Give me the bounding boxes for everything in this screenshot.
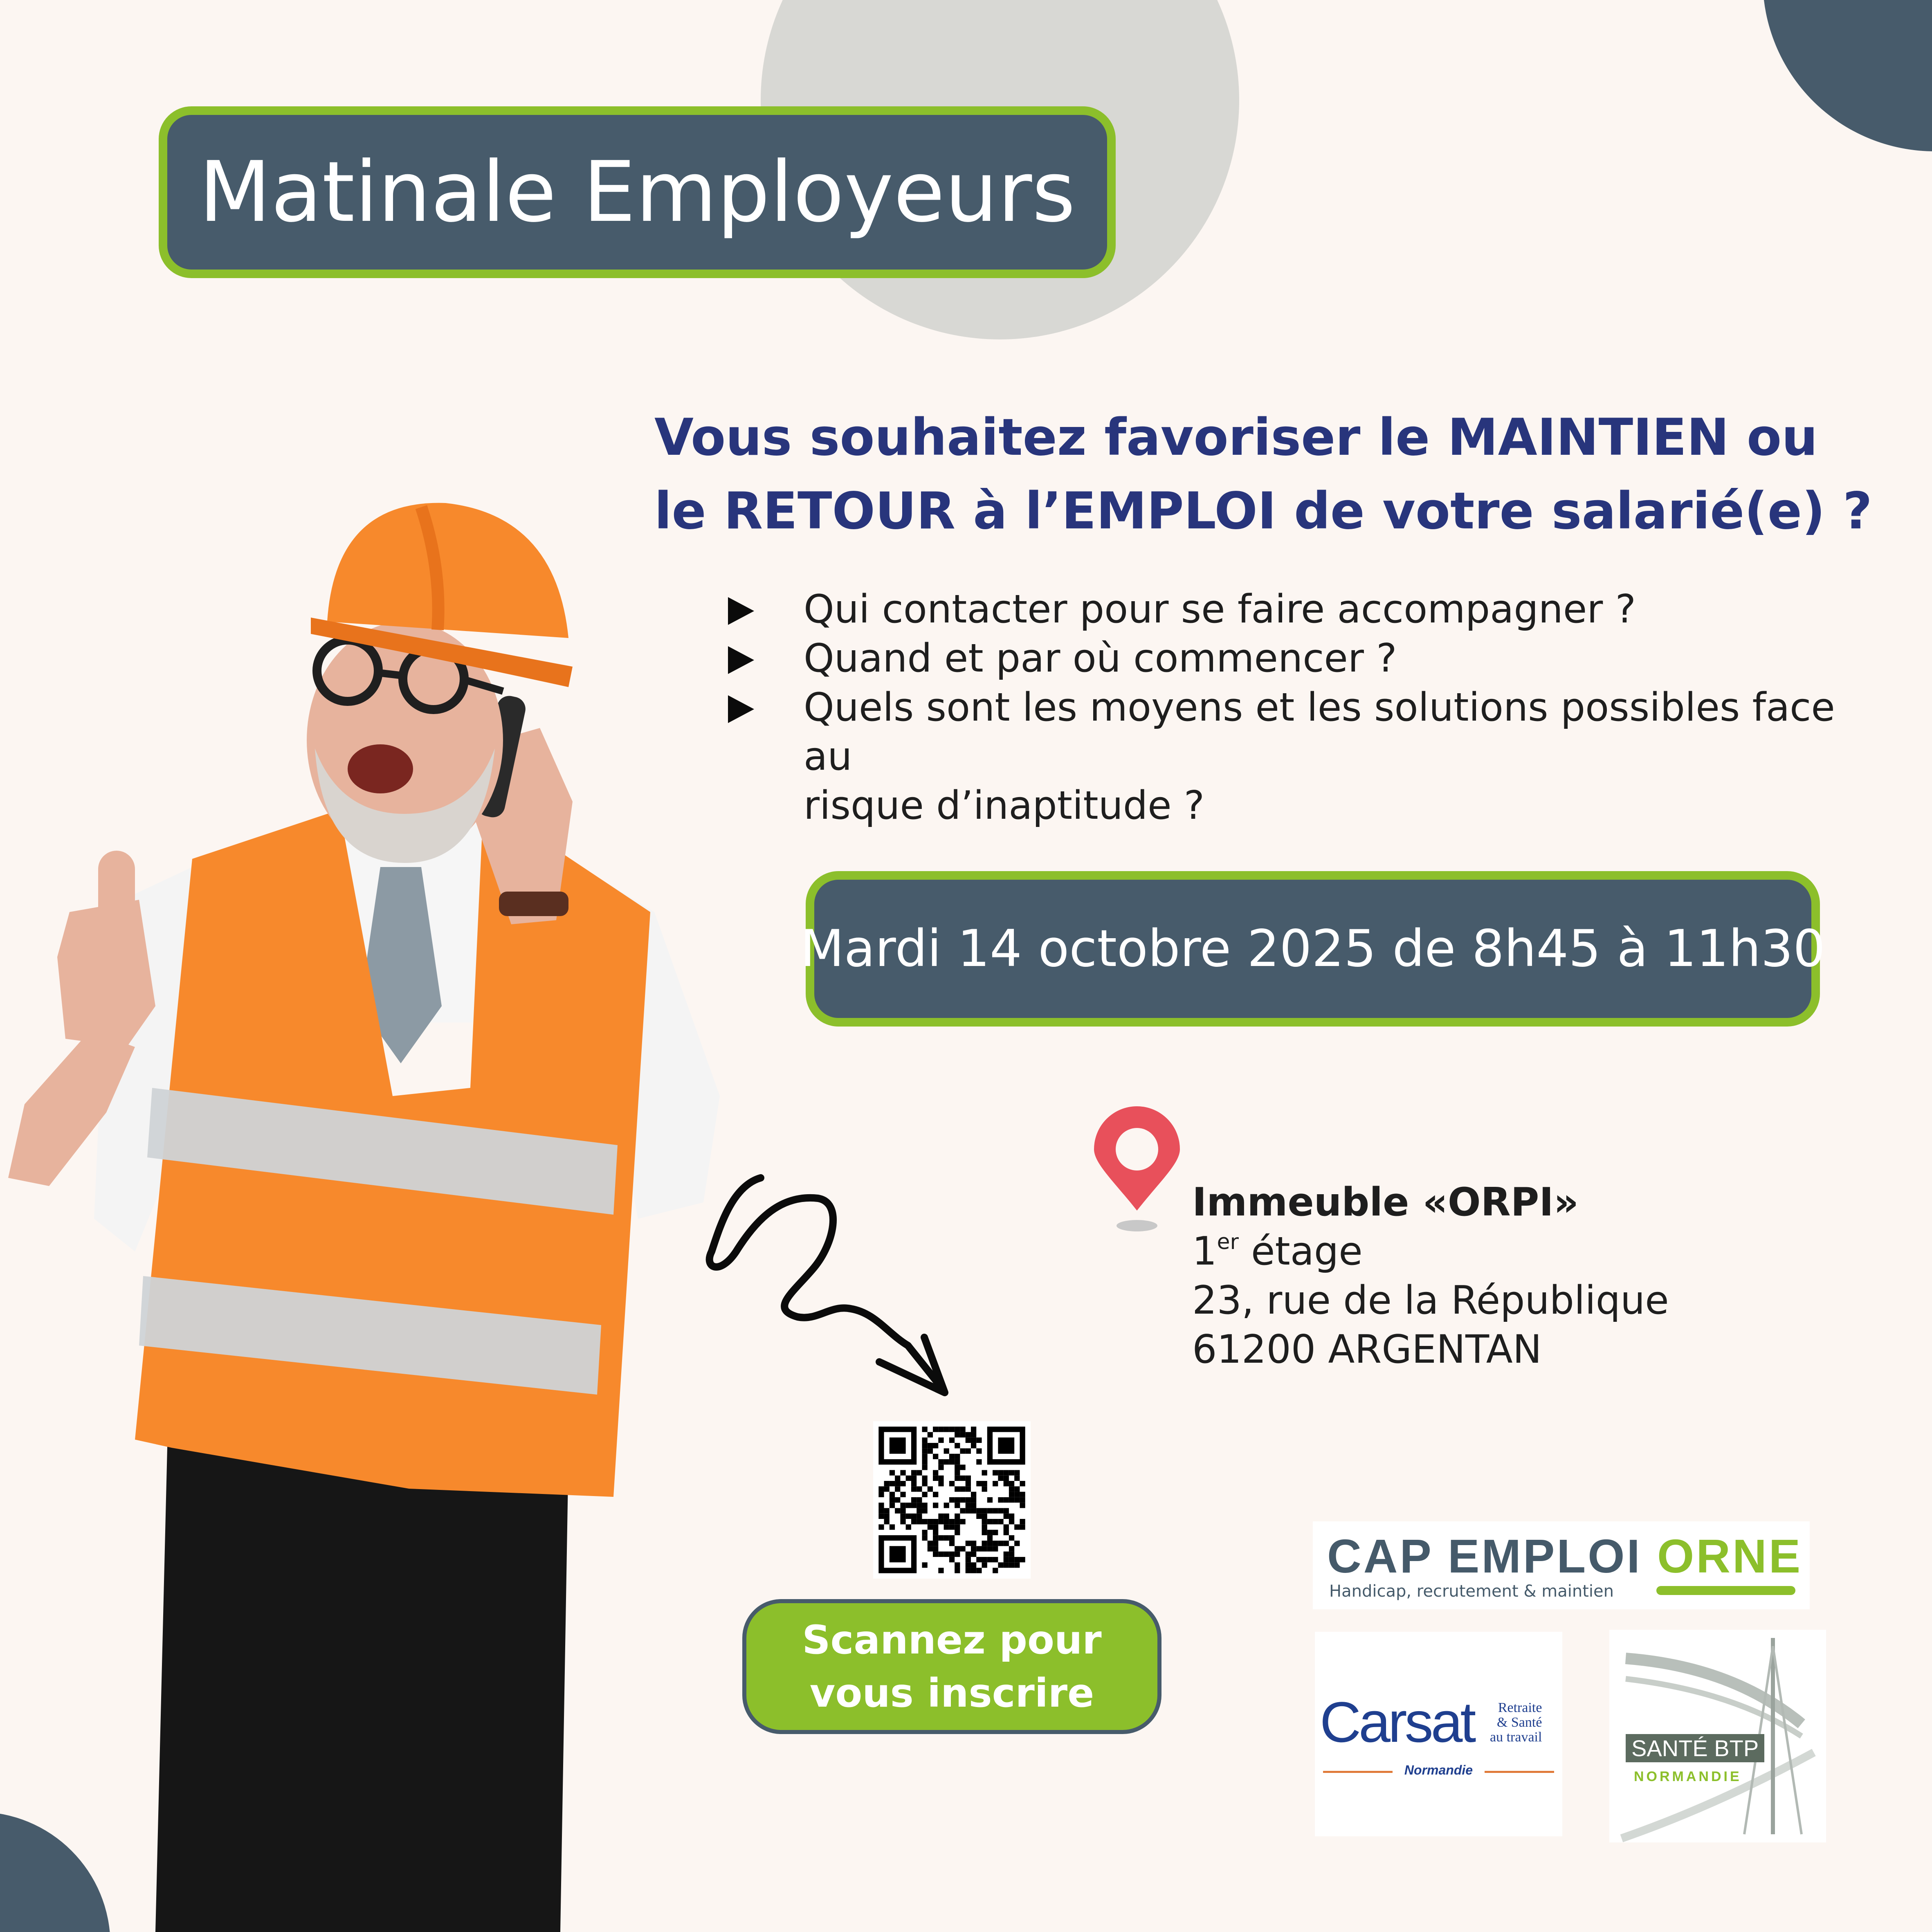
cap-emploi-tagline: Handicap, recrutement & maintien xyxy=(1329,1582,1614,1601)
question-line-2: le RETOUR à l’EMPLOI de votre salarié(e) ? xyxy=(654,482,1872,541)
sante-btp-name: SANTÉ BTP xyxy=(1626,1734,1764,1762)
carsat-logo xyxy=(1315,1632,1562,1836)
list-item: Quels sont les moyens et les solutions possibles face au risque d’inaptitude ? xyxy=(728,683,1873,830)
register-button[interactable] xyxy=(742,1599,1161,1734)
floor: 1er étage xyxy=(1192,1229,1363,1274)
event-title: Matinale Employeurs xyxy=(199,144,1076,241)
event-date: Mardi 14 octobre 2025 de 8h45 à 11h30 xyxy=(800,919,1826,978)
qr-code-icon[interactable] xyxy=(873,1421,1031,1579)
question-line-1: Vous souhaitez favoriser le MAINTIEN ou xyxy=(654,408,1818,467)
carsat-name: Carsat xyxy=(1320,1690,1474,1754)
main-question xyxy=(654,401,1914,548)
cap-emploi-underline xyxy=(1656,1586,1795,1595)
event-date-banner xyxy=(800,871,1826,1027)
carsat-region: Normandie xyxy=(1404,1763,1473,1777)
sante-btp-normandie-logo xyxy=(1609,1630,1826,1842)
building-name: Immeuble «ORPI» xyxy=(1192,1180,1579,1225)
carsat-tagline: Retraite & Santé au travail xyxy=(1490,1700,1542,1745)
cap-emploi-orne-logo xyxy=(1313,1521,1810,1609)
event-title-banner xyxy=(159,106,1116,278)
question-list xyxy=(728,585,1873,830)
decor-circle-top-right xyxy=(1763,0,1932,151)
worker-photo xyxy=(0,483,777,1932)
location-pin-icon xyxy=(1090,1106,1184,1233)
carsat-rule-right xyxy=(1485,1771,1554,1773)
list-item: Quand et par où commencer ? xyxy=(728,634,1873,683)
street-address: 23, rue de la République xyxy=(1192,1278,1669,1323)
triangle-bullet-icon xyxy=(728,597,754,625)
cap-emploi-name: CAP EMPLOI ORNE xyxy=(1327,1530,1803,1583)
city: 61200 ARGENTAN xyxy=(1192,1327,1542,1372)
sante-btp-region: NORMANDIE xyxy=(1634,1769,1742,1784)
curly-arrow-icon xyxy=(695,1170,961,1399)
triangle-bullet-icon xyxy=(728,695,754,723)
triangle-bullet-icon xyxy=(728,646,754,674)
list-item: Qui contacter pour se faire accompagner ? xyxy=(728,585,1873,634)
register-button-line-1: Scannez pour xyxy=(802,1617,1102,1663)
address-block xyxy=(1192,1178,1669,1374)
register-button-line-2: vous inscrire xyxy=(809,1670,1094,1716)
